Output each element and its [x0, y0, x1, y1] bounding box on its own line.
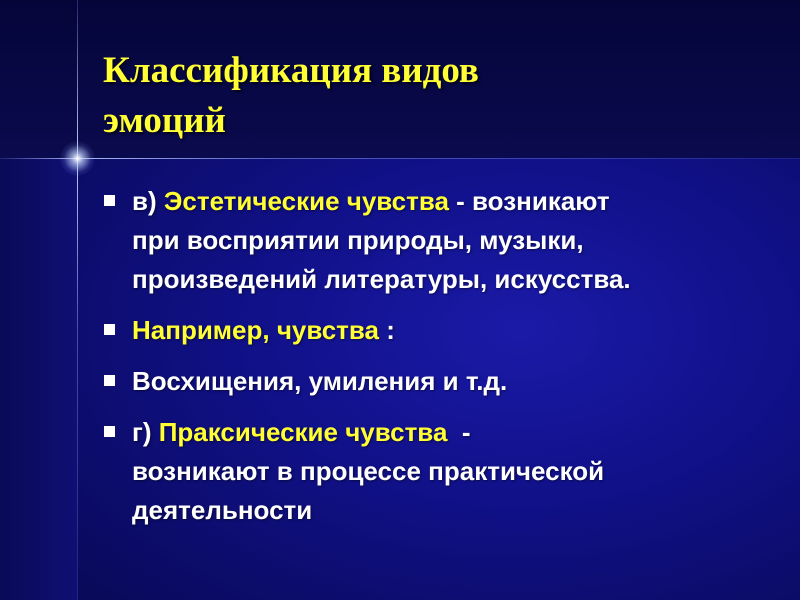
- bullet-highlight-term: Например, чувства: [132, 315, 380, 345]
- bullet-text: Восхищения, умиления и т.д.: [132, 366, 508, 396]
- bullet-item-admiration: [104, 362, 764, 401]
- bullet-prefix: г): [132, 417, 159, 447]
- bullet-text: при восприятии природы, музыки,: [132, 225, 584, 255]
- bullet-highlight-term: Эстетические чувства: [163, 186, 449, 216]
- bullet-item-example: [104, 311, 764, 350]
- bullet-square-icon: [104, 324, 115, 335]
- bullet-square-icon: [104, 426, 115, 437]
- slide-title: [103, 46, 743, 146]
- bullet-text: -: [447, 417, 471, 447]
- bullet-text: произведений литературы, искусства.: [132, 264, 631, 294]
- bullet-square-icon: [104, 195, 115, 206]
- bullet-list: [104, 182, 764, 542]
- bullet-item-aesthetic: [104, 182, 764, 299]
- sparkle-icon: [60, 141, 95, 176]
- horizontal-accent-line: [0, 158, 800, 159]
- bullet-prefix: в): [132, 186, 164, 216]
- bullet-text: деятельности: [132, 495, 313, 525]
- vertical-accent-line: [77, 0, 78, 600]
- bullet-square-icon: [104, 375, 115, 386]
- bullet-text: возникают в процессе практической: [132, 456, 605, 486]
- bullet-text: - возникают: [448, 186, 610, 216]
- bullet-highlight-term: Праксические чувства: [158, 417, 448, 447]
- slide-title-line-1: Классификация видов: [103, 50, 479, 91]
- slide-title-line-2: эмоций: [103, 100, 226, 141]
- bullet-item-praxic: [104, 413, 764, 530]
- bullet-text: :: [379, 315, 395, 345]
- left-band: [0, 158, 78, 600]
